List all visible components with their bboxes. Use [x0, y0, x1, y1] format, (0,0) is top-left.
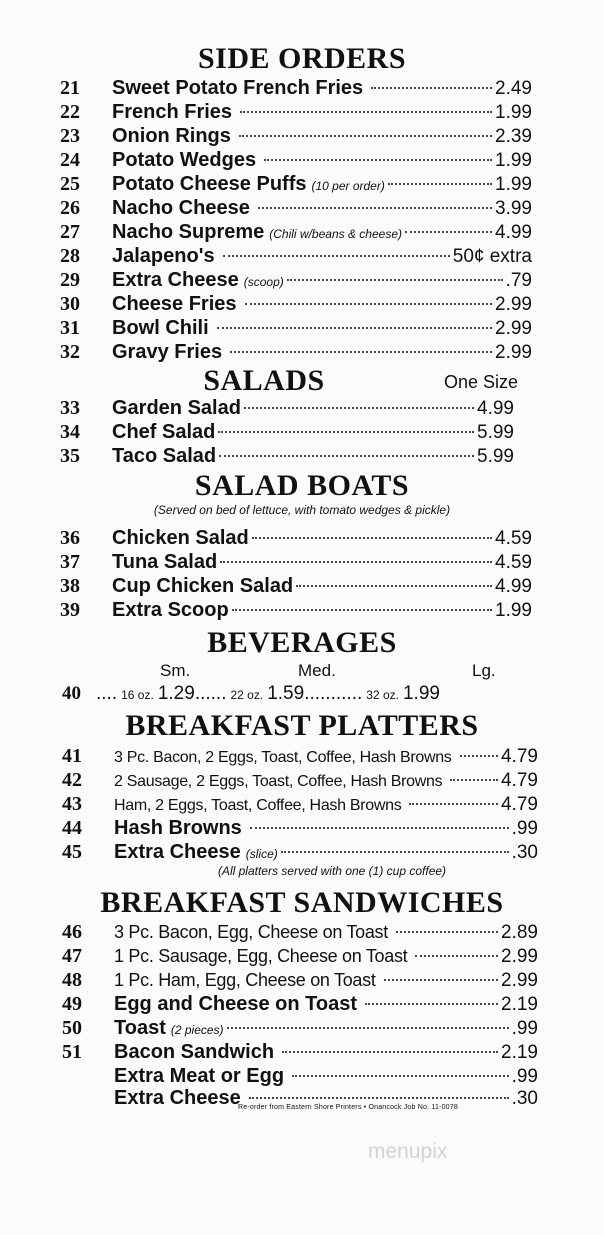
- menu-item: 47 1 Pc. Sausage, Egg, Cheese on Toast 2.99: [62, 945, 538, 967]
- menu-item: Extra Cheese .30: [114, 1087, 538, 1109]
- menu-item: 28 Jalapeno's 50¢ extra: [60, 245, 532, 267]
- menu-item: 46 3 Pc. Bacon, Egg, Cheese on Toast 2.89: [62, 921, 538, 943]
- beverages-title: BEVERAGES: [207, 626, 397, 659]
- menu-item: 38 Cup Chicken Salad 4.99: [60, 575, 532, 597]
- salads-size-note: One Size: [444, 372, 519, 392]
- menu-item: 42 2 Sausage, 2 Eggs, Toast, Coffee, Hash Browns 4.79: [62, 769, 538, 791]
- menu-item: 33 Garden Salad 4.99: [60, 397, 514, 419]
- beverage-size-small: Sm.: [160, 661, 191, 680]
- menu-item: 39 Extra Scoop 1.99: [60, 599, 532, 621]
- menu-item: Extra Meat or Egg .99: [114, 1065, 538, 1087]
- menu-item: 21 Sweet Potato French Fries 2.49: [60, 77, 532, 99]
- menu-item: 31 Bowl Chili 2.99: [60, 317, 532, 339]
- side-orders-title: SIDE ORDERS: [197, 42, 407, 75]
- watermark: menupix: [368, 1140, 448, 1163]
- menu-item: 51 Bacon Sandwich 2.19: [62, 1041, 538, 1063]
- menu-item: 22 French Fries 1.99: [60, 101, 532, 123]
- beverage-size-large: Lg.: [472, 661, 496, 680]
- menu-item: 27 Nacho Supreme (Chili w/beans & cheese) 4.99: [60, 221, 532, 243]
- menu-item: 50 Toast (2 pieces) .99: [62, 1017, 538, 1039]
- menu-item: 37 Tuna Salad 4.59: [60, 551, 532, 573]
- beverage-size-medium: Med.: [298, 661, 336, 680]
- menu-item: 45 Extra Cheese (slice) .30: [62, 841, 538, 863]
- menu-item: 34 Chef Salad 5.99: [60, 421, 514, 443]
- menu-item: 44 Hash Browns .99: [62, 817, 538, 839]
- menu-item: 43 Ham, 2 Eggs, Toast, Coffee, Hash Browns 4.79: [62, 793, 538, 815]
- breakfast-platters-title: BREAKFAST PLATTERS: [125, 709, 479, 742]
- menu-item: 24 Potato Wedges 1.99: [60, 149, 532, 171]
- menu-item: 30 Cheese Fries 2.99: [60, 293, 532, 315]
- salad-boats-title: SALAD BOATS: [194, 469, 410, 502]
- menu-item: 35 Taco Salad 5.99: [60, 445, 514, 467]
- reorder-note: Re-order from Eastern Shore Printers • Onancock Job No. 11-0078: [238, 1104, 458, 1111]
- menu-item: 48 1 Pc. Ham, Egg, Cheese on Toast 2.99: [62, 969, 538, 991]
- menu-item: 41 3 Pc. Bacon, 2 Eggs, Toast, Coffee, Hash Browns 4.79: [62, 745, 538, 767]
- platters-footnote: (All platters served with one (1) cup coffee): [217, 864, 447, 878]
- menu-item: 25 Potato Cheese Puffs (10 per order) 1.99: [60, 173, 532, 195]
- menu-item: 36 Chicken Salad 4.59: [60, 527, 532, 549]
- salads-title: SALADS: [203, 364, 325, 397]
- menu-item: 29 Extra Cheese (scoop) .79: [60, 269, 532, 291]
- beverage-row: 40 .... 16 oz. 1.29 ...... 22 oz. 1.59 ........... 32 oz. 1.99: [62, 683, 440, 704]
- salad-boats-subtitle: (Served on bed of lettuce, with tomato wedges & pickle): [153, 503, 451, 517]
- menu-item: 32 Gravy Fries 2.99: [60, 341, 532, 363]
- menu-item: 49 Egg and Cheese on Toast 2.19: [62, 993, 538, 1015]
- menu-item: 23 Onion Rings 2.39: [60, 125, 532, 147]
- menu-item: 26 Nacho Cheese 3.99: [60, 197, 532, 219]
- breakfast-sandwiches-title: BREAKFAST SANDWICHES: [100, 886, 504, 919]
